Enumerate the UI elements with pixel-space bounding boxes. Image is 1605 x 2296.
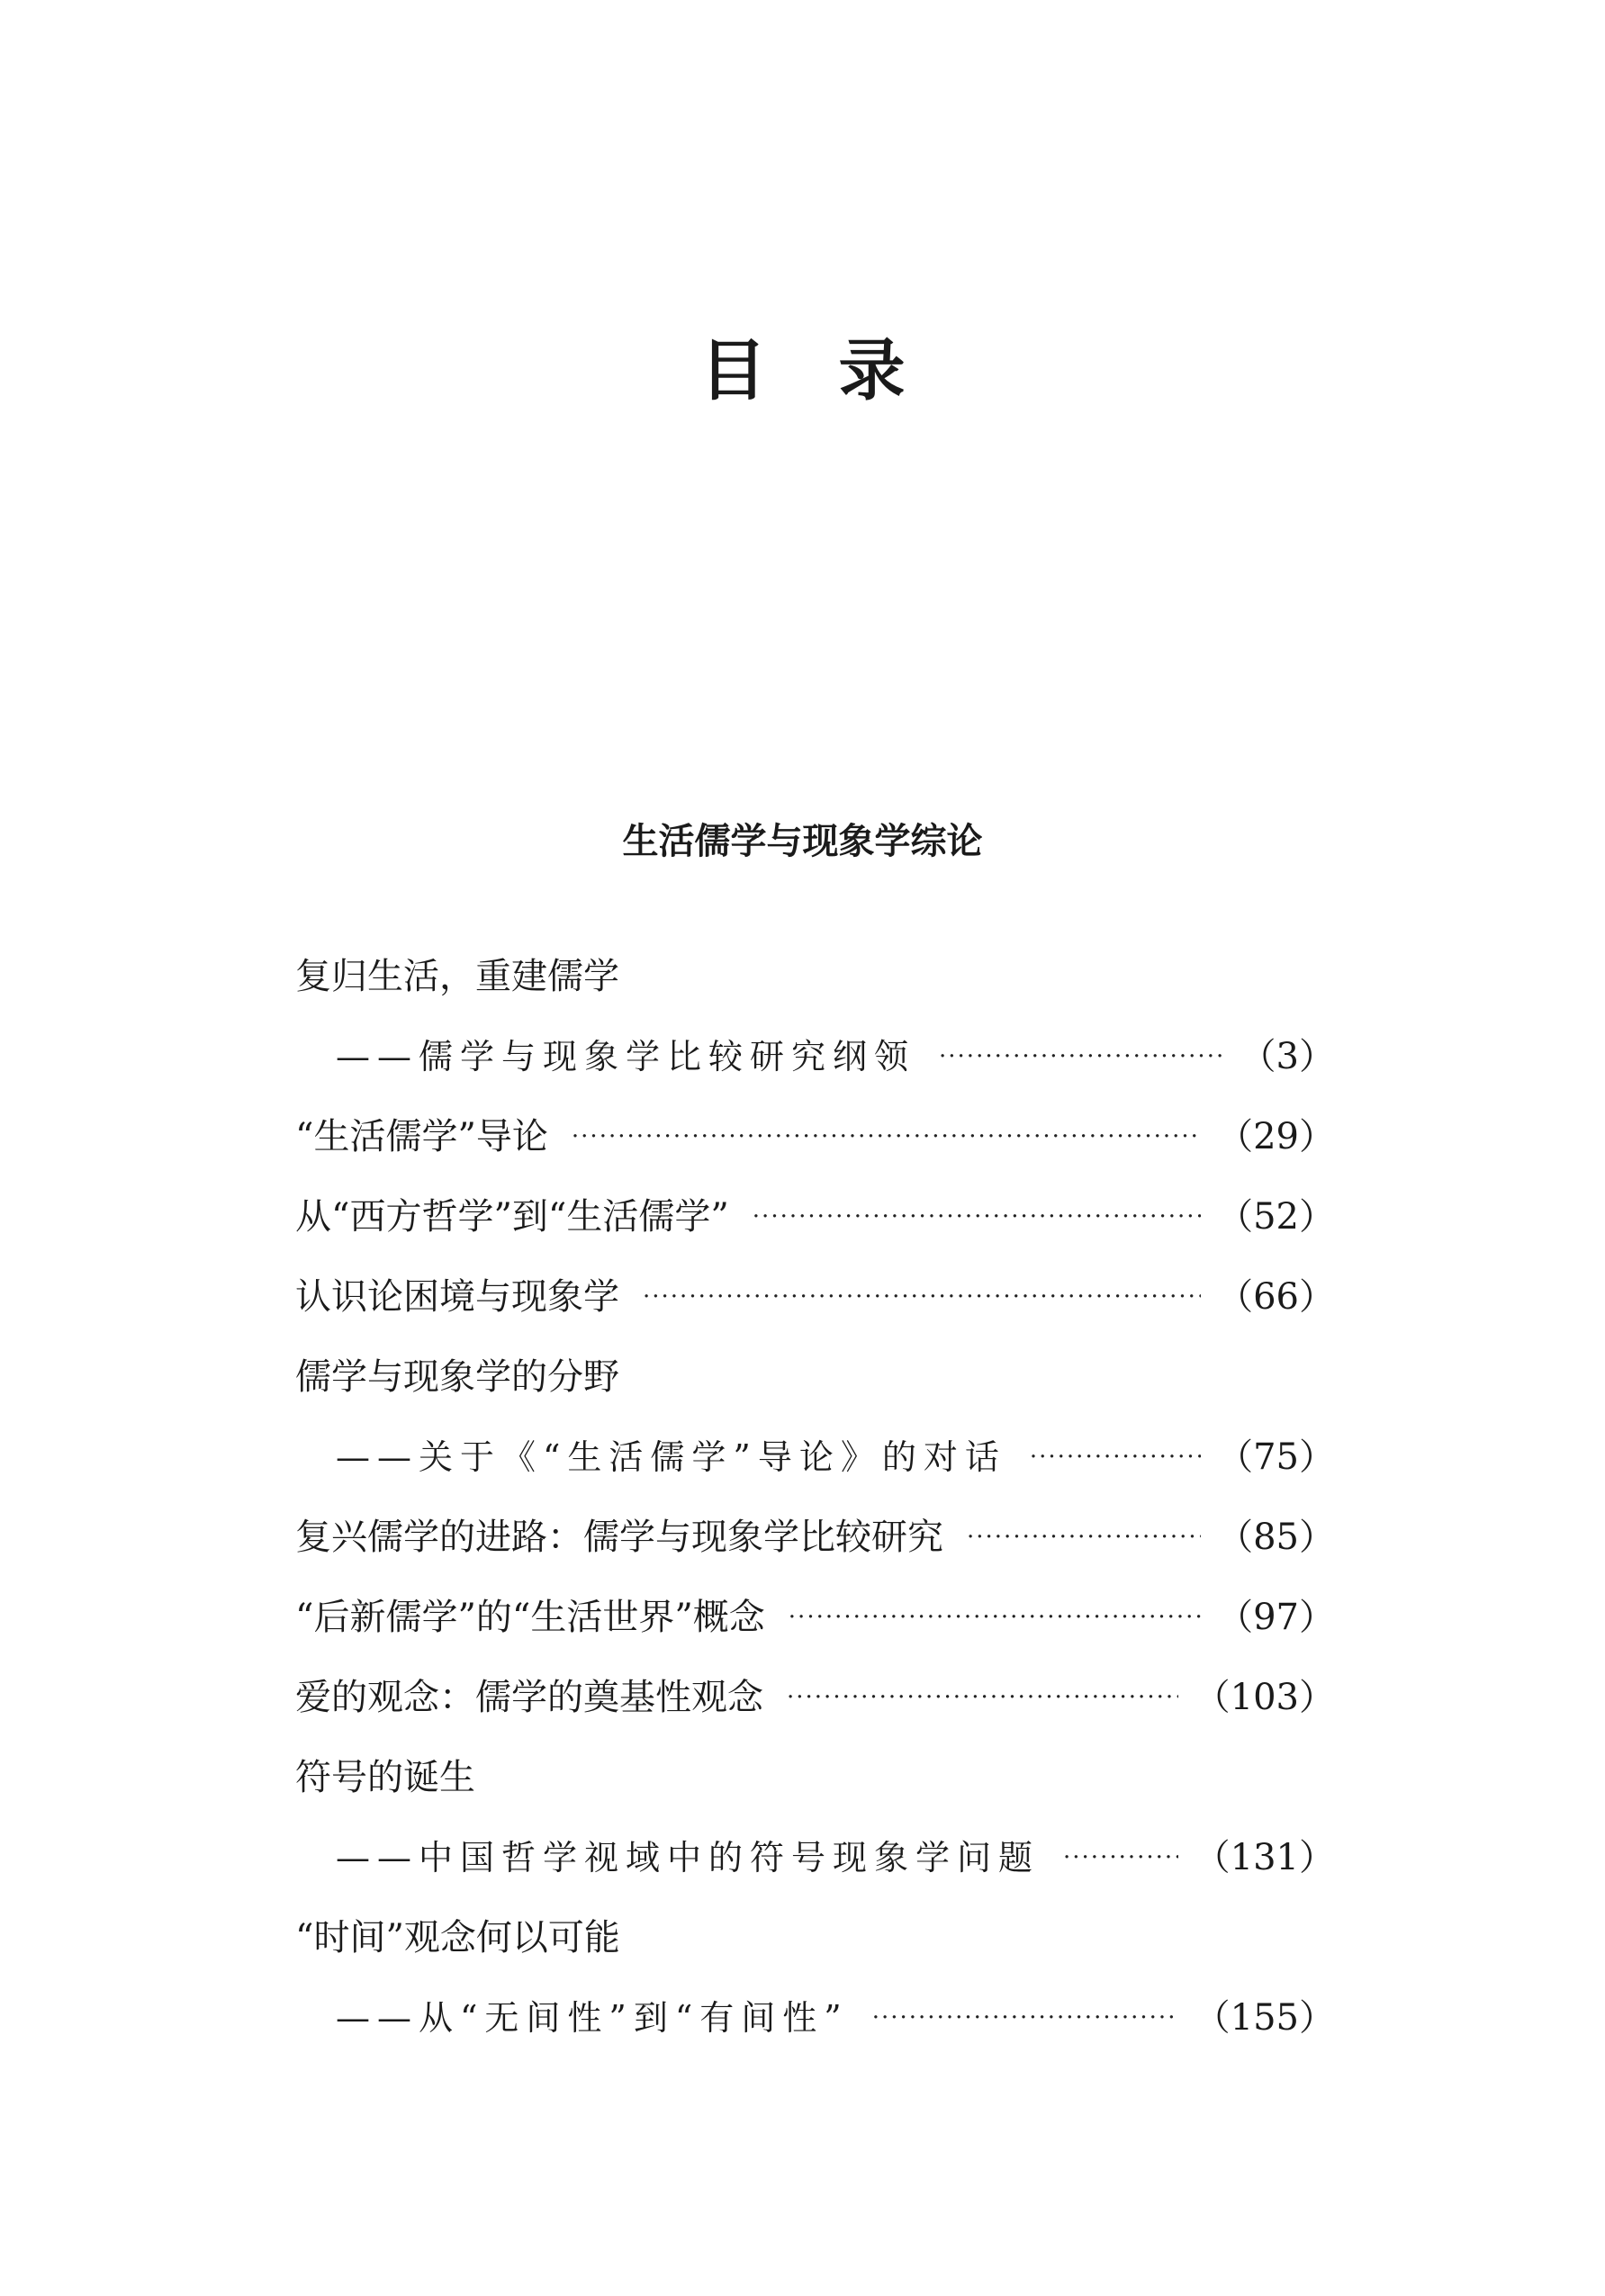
toc-entry-subtitle[interactable] (295, 1016, 1335, 1096)
toc-entry-subtitle[interactable] (295, 1977, 1335, 2057)
toc-entry[interactable] (295, 1256, 1335, 1337)
toc-entry[interactable] (295, 1577, 1335, 1657)
toc-entry-text: “生活儒学”导论 (295, 1115, 548, 1157)
dot-leader (1030, 1430, 1201, 1484)
toc-entry-text: ——中国哲学视域中的符号现象学问题 (336, 1837, 1041, 1877)
dot-leader (872, 1991, 1178, 2045)
page-title-char-2: 录 (838, 332, 906, 410)
toc-entry-title[interactable] (295, 1337, 1335, 1417)
toc-page-number: （52） (1217, 1195, 1335, 1238)
toc-page-number: （85） (1217, 1516, 1335, 1558)
toc-entry[interactable] (295, 1657, 1335, 1737)
toc-entry-text: 认识论困境与现象学 (295, 1275, 619, 1318)
page-title (0, 332, 1605, 410)
dot-leader (1063, 1831, 1178, 1885)
toc-entry-text: “后新儒学”的“生活世界”概念 (295, 1596, 765, 1638)
table-of-contents (295, 936, 1335, 2057)
toc-entry-text: 儒学与现象学的分野 (295, 1355, 619, 1398)
toc-entry-text: ——从“无间性”到“有间性” (336, 1997, 849, 2038)
toc-entry-text: 复兴儒学的进路：儒学与现象学比较研究 (295, 1516, 943, 1558)
toc-entry-text: “时间”观念何以可能 (295, 1916, 620, 1958)
toc-page-number: （29） (1217, 1115, 1335, 1157)
dot-leader (789, 1590, 1201, 1644)
toc-entry-text: 符号的诞生 (295, 1756, 475, 1798)
toc-entry[interactable] (295, 1096, 1335, 1176)
toc-page-number: （155） (1194, 1996, 1335, 2039)
page-title-char-1: 目 (699, 332, 767, 410)
dot-leader (643, 1270, 1201, 1324)
toc-entry-text: 复归生活，重建儒学 (295, 955, 619, 997)
dot-leader (939, 1030, 1224, 1084)
toc-entry-subtitle[interactable] (295, 1817, 1335, 1897)
toc-entry-title[interactable] (295, 936, 1335, 1016)
dot-leader (753, 1190, 1201, 1244)
toc-entry[interactable] (295, 1176, 1335, 1256)
toc-page-number: （3） (1240, 1035, 1335, 1077)
toc-page-number: （131） (1194, 1836, 1335, 1878)
section-heading: 生活儒学与现象学综论 (622, 821, 983, 862)
dot-leader (787, 1670, 1178, 1724)
dot-leader (572, 1110, 1201, 1164)
toc-page-number: （66） (1217, 1275, 1335, 1318)
toc-page-number: （97） (1217, 1596, 1335, 1638)
toc-entry-text: 爱的观念：儒学的奠基性观念 (295, 1676, 763, 1718)
toc-entry-title[interactable] (295, 1897, 1335, 1977)
toc-entry[interactable] (295, 1497, 1335, 1577)
toc-entry-subtitle[interactable] (295, 1417, 1335, 1497)
toc-entry-text: 从“西方哲学”到“生活儒学” (295, 1195, 729, 1238)
toc-page-number: （75） (1217, 1436, 1335, 1478)
toc-page-number: （103） (1194, 1676, 1335, 1718)
toc-entry-text: ——儒学与现象学比较研究纲领 (336, 1036, 916, 1076)
toc-entry-text: ——关于《“生活儒学”导论》的对话 (336, 1436, 1006, 1477)
dot-leader (967, 1510, 1201, 1564)
toc-entry-title[interactable] (295, 1737, 1335, 1817)
